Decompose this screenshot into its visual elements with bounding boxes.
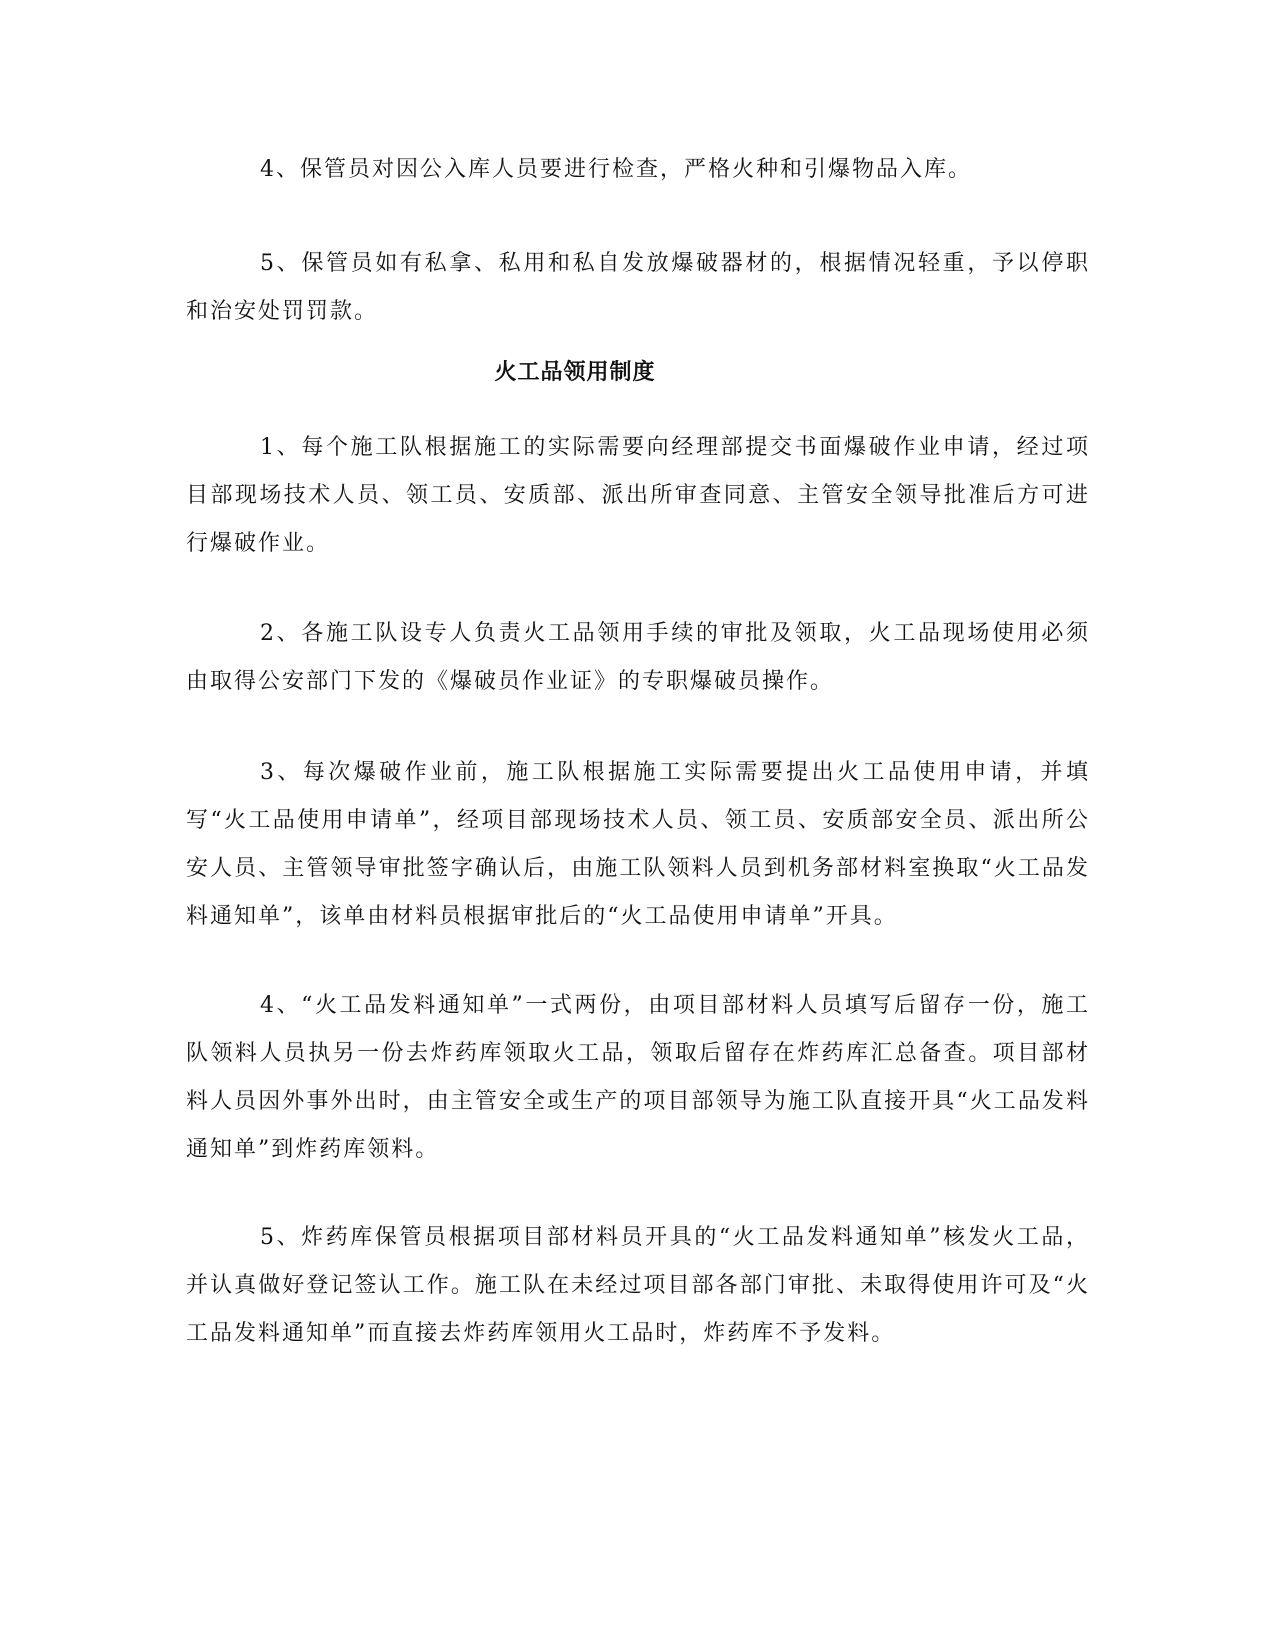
section-title: 火工品领用制度 (494, 359, 656, 385)
rule-item-5: 5、炸药库保管员根据项目部材料员开具的“火工品发料通知单”核发火工品，并认真做好登记签认工作。施工队在未经过项目部各部门审批、未取得使用许可及“火工品发料通知单”而直接去炸药库领用火工品时，炸药库不予发料。 (186, 1225, 1090, 1346)
paragraph-item-5: 5、保管员如有私拿、私用和私自发放爆破器材的，根据情况轻重，予以停职和治安处罚罚款。 (186, 251, 1090, 324)
paragraph-item-4: 4、保管员对因公入库人员要进行检查，严格火种和引爆物品入库。 (260, 157, 972, 182)
rule-item-2: 2、各施工队设专人负责火工品领用手续的审批及领取，火工品现场使用必须由取得公安部门下发的《爆破员作业证》的专职爆破员操作。 (186, 621, 1090, 694)
rule-item-4: 4、“火工品发料通知单”一式两份，由项目部材料人员填写后留存一份，施工队领料人员执另一份去炸药库领取火工品，领取后留存在炸药库汇总备查。项目部材料人员因外事外出时，由主管安全或生产的项目部领导为施工队直接开具“火工品发料通知单”到炸药库领料。 (186, 993, 1090, 1162)
rule-item-3: 3、每次爆破作业前，施工队根据施工实际需要提出火工品使用申请，并填写“火工品使用申请单”，经项目部现场技术人员、领工员、安质部安全员、派出所公安人员、主管领导审批签字确认后，由施工队领料人员到机务部材料室换取“火工品发料通知单”，该单由材料员根据审批后的“火工品使用申请单”开具。 (186, 760, 1090, 929)
rule-item-1: 1、每个施工队根据施工的实际需要向经理部提交书面爆破作业申请，经过项目部现场技术人员、领工员、安质部、派出所审查同意、主管安全领导批准后方可进行爆破作业。 (186, 435, 1090, 556)
